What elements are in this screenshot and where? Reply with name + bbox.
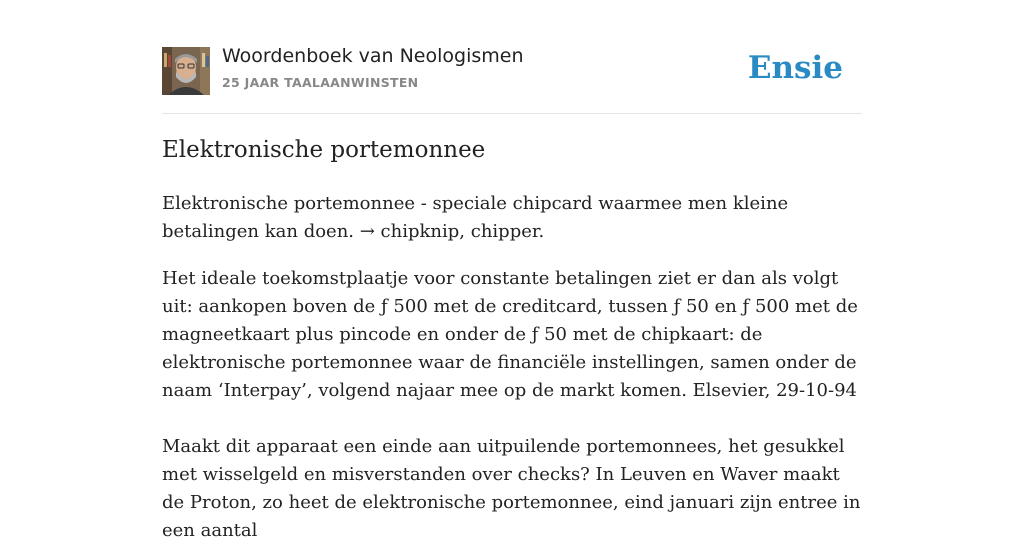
source-subtitle: 25 JAAR TAALAANWINSTEN [222,75,419,90]
content [162,0,862,541]
brand-logo[interactable]: Ensie [747,50,843,86]
related-link-chipper[interactable]: chipper [470,221,539,242]
entry-quote: Maakt dit apparaat een einde aan uitpuilende portemonnees, het gesukkel met wisselgeld en misverstanden over checks? In Leuven en Waver maakt de Proton, zo heet de elektronische portemonnee, eind januari zijn entree in een aantal [162,436,861,541]
author-portrait-icon [162,47,210,95]
source-title[interactable]: Woordenboek van Neologismen [222,45,524,67]
entry-title: Elektronische portemonnee [162,137,486,163]
entry-definition [162,190,862,246]
related-link-chipknip[interactable]: chipknip [380,221,460,242]
definition-text: Elektronische portemonnee - speciale chipcard waarmee men kleine betalingen kan doen. → [162,193,789,242]
entry-quote: Het ideale toekomstplaatje voor constante betalingen ziet er dan als volgt uit: aankopen boven de ƒ 500 met de creditcard, tussen ƒ 50 en ƒ 500 met de magneetkaart plus pincode en onder de ƒ 50 met de chipkaart: de elektronische portemonnee waar de financiële instellingen, samen onder de naam ‘Interpay’, volgend najaar mee op de markt komen. Elsevier, 29-10-94 [162,268,858,401]
avatar[interactable] [162,47,210,95]
link-separator: , [459,221,471,242]
definition-end: . [538,221,545,242]
header [162,0,862,114]
